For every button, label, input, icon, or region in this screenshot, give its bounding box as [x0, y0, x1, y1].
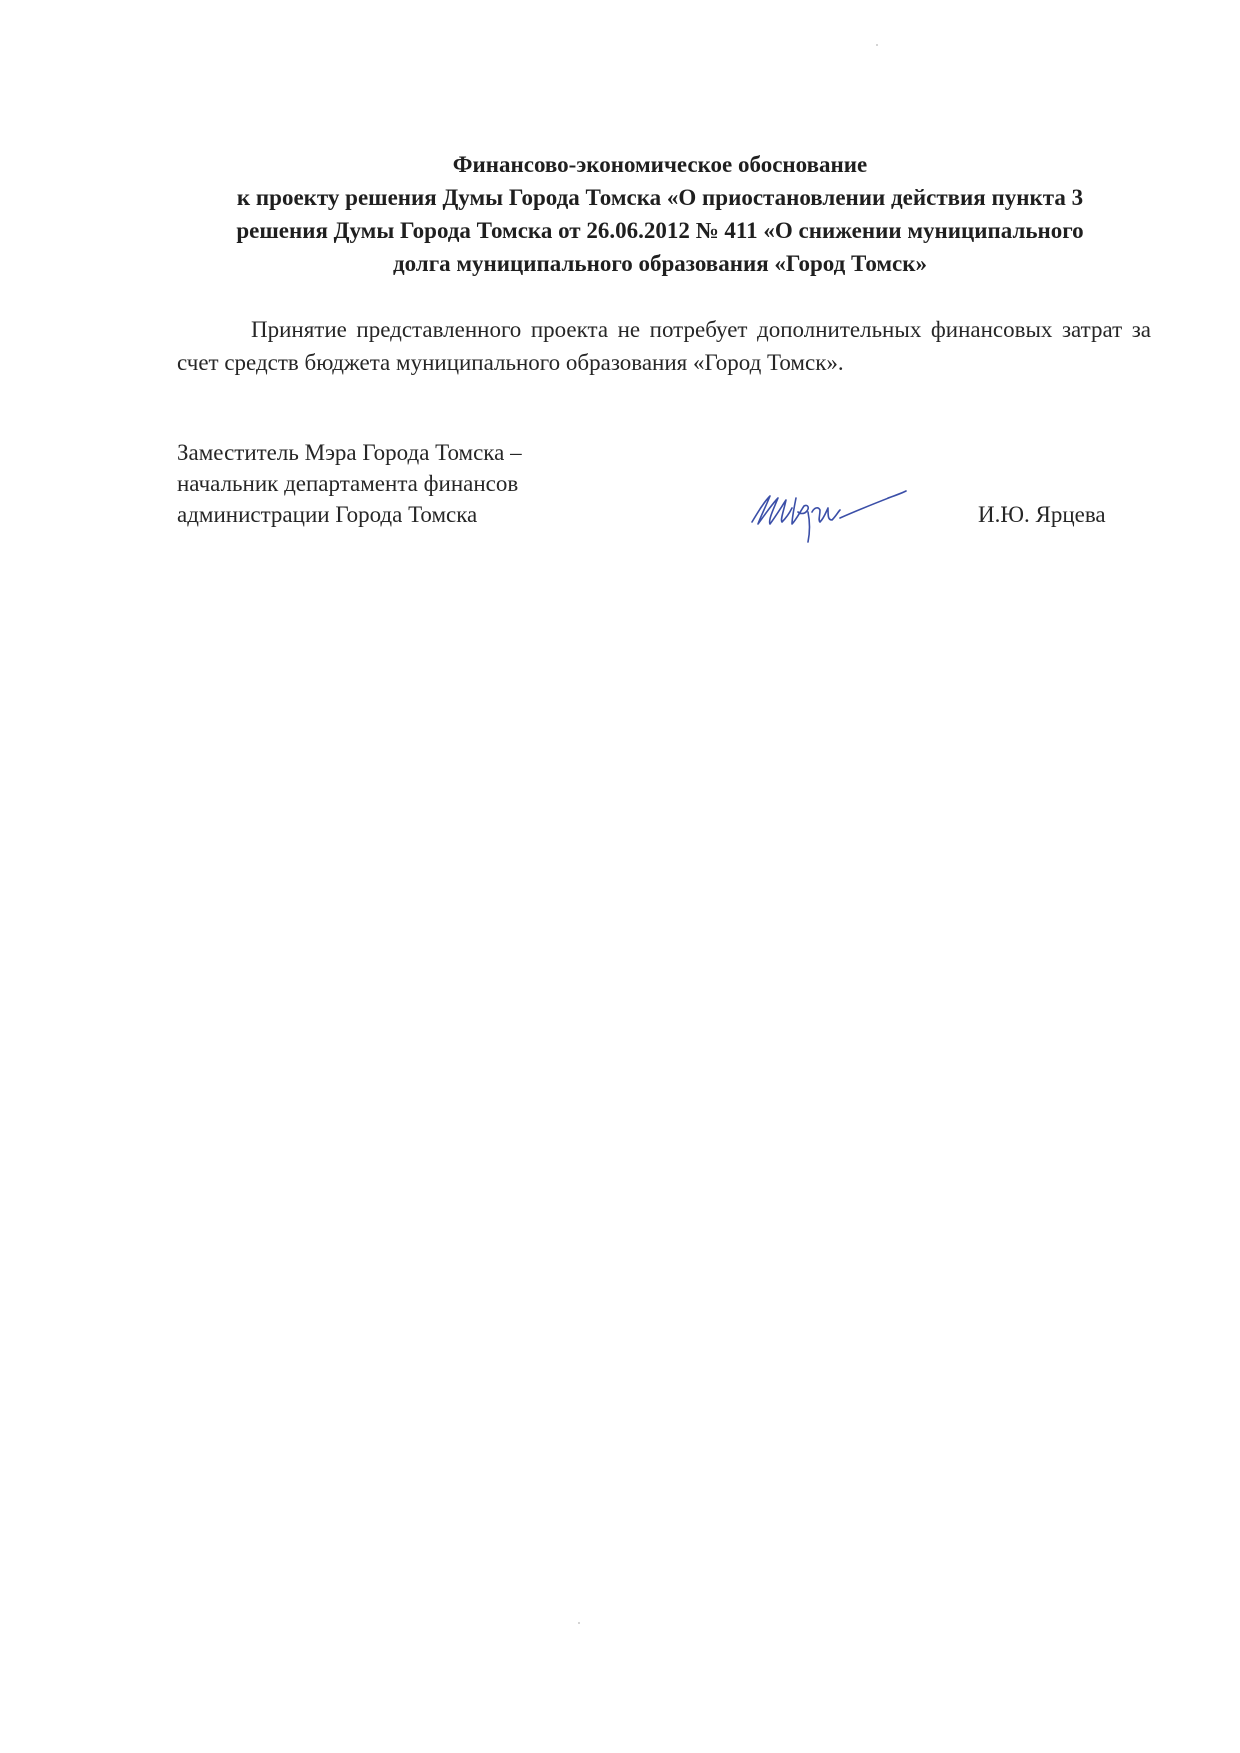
- signer-name: И.Ю. Ярцева: [978, 502, 1106, 527]
- signer-position: [177, 437, 617, 530]
- scan-speck: [578, 1622, 580, 1624]
- signer-position-line: администрации Города Томска: [177, 502, 478, 527]
- signer-position-line: Заместитель Мэра Города Томска –: [177, 440, 522, 465]
- title-line: к проекту решения Думы Города Томска «О приостановлении действия пункта 3: [236, 185, 1084, 210]
- signer-position-line: начальник департамента финансов: [177, 471, 519, 496]
- title-line: Финансово-экономическое обоснование: [452, 152, 868, 177]
- body-paragraph: Принятие представленного проекта не потребует дополнительных финансовых затрат за счет средств бюджета муниципального образования «Город Томск».: [177, 317, 1151, 375]
- title-line: решения Думы Города Томска от 26.06.2012 № 411 «О снижении муниципального: [236, 218, 1084, 243]
- handwritten-signature: [748, 478, 918, 548]
- document-title: [180, 148, 1140, 280]
- scan-speck: [876, 44, 878, 46]
- title-line: долга муниципального образования «Город Томск»: [392, 251, 928, 276]
